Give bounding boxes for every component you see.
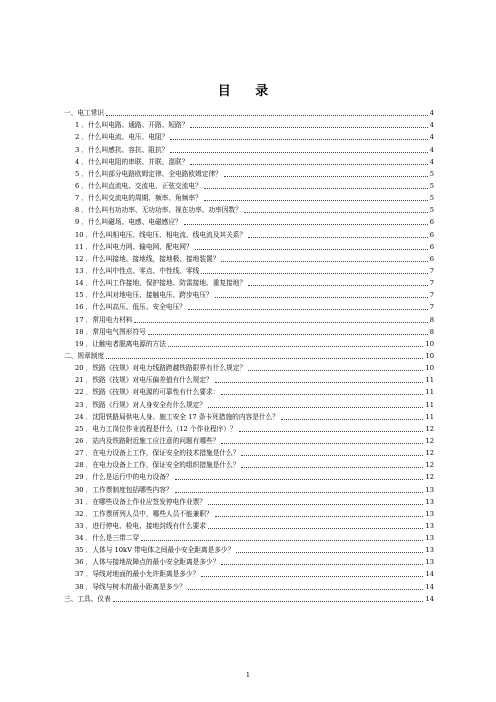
toc-entry[interactable]: [64, 520, 434, 532]
toc-entry[interactable]: [64, 471, 434, 483]
toc-entry-label: 28 ．在电力设备上工作，保证安全的组织措施是什么？: [75, 461, 240, 470]
toc-entry-page: 14: [425, 570, 434, 579]
toc-leader-dots: [248, 237, 428, 238]
toc-leader-dots: [190, 127, 427, 128]
toc-leader-dots: [201, 576, 423, 577]
toc-entry-page: 4: [429, 121, 434, 130]
toc-leader-dots: [215, 516, 424, 517]
toc-entry-page: 6: [429, 254, 434, 263]
toc-leader-dots: [175, 492, 424, 493]
toc-leader-dots: [221, 443, 423, 444]
toc-entry[interactable]: [64, 143, 434, 155]
toc-section-entry[interactable]: [64, 593, 434, 605]
toc-leader-dots: [248, 370, 423, 371]
toc-entry-page: 6: [429, 218, 434, 227]
toc-entry[interactable]: [64, 374, 434, 386]
toc-entry[interactable]: [64, 216, 434, 228]
toc-entry-label: 22 ．铁路《技规》对电源的可靠性有什么要求：: [75, 388, 220, 397]
toc-leader-dots: [170, 152, 427, 153]
toc-entry[interactable]: [64, 253, 434, 265]
toc-entry[interactable]: [64, 496, 434, 508]
toc-entry[interactable]: [64, 362, 434, 374]
toc-leader-dots: [195, 249, 428, 250]
toc-entry[interactable]: [64, 241, 434, 253]
toc-entry-label: 13 ．什么叫中性点、零点、中性线、零线: [75, 266, 200, 275]
toc-entry-label: 26 ．站内及铁路附近施工应注意的问题有哪些？: [75, 436, 220, 445]
toc-entry-page: 13: [425, 546, 434, 555]
toc-title: 目 录: [217, 84, 279, 99]
toc-entry-label: 24 ．沈阳铁路局供电人身、施工安全 17 条卡死措施的内容是什么？: [75, 412, 279, 421]
toc-leader-dots: [201, 273, 427, 274]
toc-entry[interactable]: [64, 411, 434, 423]
toc-entry-page: 14: [425, 582, 434, 591]
toc-entry-page: 13: [425, 509, 434, 518]
toc-entry-page: 12: [425, 436, 434, 445]
toc-entry-page: 5: [429, 181, 434, 190]
toc-leader-dots: [241, 467, 423, 468]
toc-entry-label: 35 ．人体与 10kV 带电体之间最小安全距离是多少？: [75, 546, 235, 555]
toc-entry[interactable]: [64, 192, 434, 204]
toc-entry-page: 6: [429, 242, 434, 251]
toc-entry[interactable]: [64, 265, 434, 277]
toc-entry-page: 10: [425, 364, 434, 373]
toc-entry-label: 3 ．什么叫感抗、容抗、阻抗？: [75, 145, 169, 154]
toc-entry[interactable]: [64, 386, 434, 398]
toc-entry[interactable]: [64, 483, 434, 495]
toc-entry-label: 32 ．工作票所列人员中，哪些人员不能兼职？: [75, 509, 213, 518]
toc-entry[interactable]: [64, 459, 434, 471]
toc-entry[interactable]: [64, 398, 434, 410]
toc-leader-dots: [208, 528, 423, 529]
toc-leader-dots: [113, 601, 424, 602]
toc-entry-page: 12: [425, 449, 434, 458]
toc-leader-dots: [224, 176, 428, 177]
toc-entry[interactable]: [64, 326, 434, 338]
toc-entry-page: 7: [429, 279, 434, 288]
toc-entry-page: 11: [425, 400, 434, 409]
toc-section-entry[interactable]: [64, 107, 434, 119]
toc-entry-page: 5: [429, 206, 434, 215]
toc-entry-label: 27 ．在电力设备上工作，保证安全的技术措施是什么？: [75, 449, 240, 458]
toc-leader-dots: [204, 200, 428, 201]
toc-leader-dots: [248, 285, 428, 286]
toc-entry-page: 13: [425, 534, 434, 543]
toc-entry-label: 33 ．进行停电、检电、接地封线有什么要求: [75, 521, 207, 530]
toc-entry[interactable]: [64, 168, 434, 180]
toc-entry-label: 12 ．什么叫接地、接地线，接地极、接地装置？: [75, 254, 220, 263]
toc-entry-label: 14 ．什么叫工作接地、保护接地、防雷接地、重复接地？: [75, 279, 247, 288]
toc-leader-dots: [188, 309, 428, 310]
toc-leader-dots: [236, 552, 423, 553]
toc-entry-label: 25 ．电力工岗位作业流程是什么（12 个作业程序）？: [75, 424, 237, 433]
toc-leader-dots: [148, 334, 428, 335]
toc-entry-page: 7: [429, 266, 434, 275]
toc-leader-dots: [188, 589, 424, 590]
toc-entry-page: 7: [429, 303, 434, 312]
toc-entry-label: 5 ．什么叫部分电路欧姆定律、全电路欧姆定律？: [75, 169, 222, 178]
toc-entry-label: 17 ．常用电力材料: [75, 315, 133, 324]
toc-leader-dots: [168, 346, 424, 347]
toc-entry[interactable]: [64, 580, 434, 592]
toc-entry-page: 11: [425, 388, 434, 397]
toc-entry-label: 36 ．人体与接地故障点的最小安全距离是多少？: [75, 558, 220, 567]
toc-entry-label: 20 ．铁路《技规》对电力线路跨越铁路限界有什么规定？: [75, 364, 247, 373]
toc-entry-page: 11: [425, 412, 434, 421]
toc-entry-label: 21 ．铁路《技规》对电压偏差值有什么规定？: [75, 376, 213, 385]
toc-entry[interactable]: [64, 508, 434, 520]
toc-leader-dots: [215, 297, 428, 298]
toc-leader-dots: [175, 479, 424, 480]
toc-entry[interactable]: [64, 301, 434, 313]
toc-leader-dots: [170, 139, 427, 140]
toc-entry-label: 18 ．常用电气图形符号: [75, 327, 146, 336]
toc-entry-label: 31 ．在哪些设备上作业应签发停电作业票？: [75, 497, 207, 506]
toc-entry-page: 10: [425, 339, 434, 348]
toc-entry-label: 30 ．工作票制度包括哪些内容？: [75, 485, 173, 494]
toc-entry[interactable]: [64, 447, 434, 459]
toc-entry[interactable]: [64, 277, 434, 289]
toc-entry-label: 19 ．让触电者脱离电源的方法: [75, 339, 166, 348]
toc-leader-dots: [221, 564, 423, 565]
toc-entry[interactable]: [64, 119, 434, 131]
toc-entry-page: 13: [425, 497, 434, 506]
toc-entry-label: 4 ．什么叫电阻的串联、并联、混联？: [75, 157, 189, 166]
toc-entry-page: 4: [429, 133, 434, 142]
toc-entry[interactable]: [64, 532, 434, 544]
toc-entry-label: 6 ．什么叫直流电、交流电、正弦交流电？: [75, 181, 202, 190]
toc-entry-label: 1 ．什么叫电路、通路、开路、短路？: [75, 121, 189, 130]
toc-leader-dots: [241, 455, 423, 456]
toc-entry-page: 13: [425, 485, 434, 494]
toc-entry-label: 23 ．铁路《行规》对人身安全有什么规定？: [75, 400, 207, 409]
toc-leader-dots: [221, 394, 423, 395]
toc-entry-page: 14: [425, 594, 434, 603]
toc-entry[interactable]: [64, 228, 434, 240]
toc-entry-page: 12: [425, 424, 434, 433]
toc-entry-page: 11: [425, 376, 434, 385]
toc-entry-label: 9 ．什么叫磁场、电感、电磁感应？: [75, 218, 182, 227]
toc-leader-dots: [190, 164, 427, 165]
toc-entry[interactable]: [64, 156, 434, 168]
toc-entry-label: 8 ．什么叫有功功率、无功功率、视在功率、功率因数？: [75, 206, 242, 215]
toc-entry[interactable]: [64, 338, 434, 350]
toc-leader-dots: [184, 224, 428, 225]
toc-entry-page: 5: [429, 169, 434, 178]
toc-entry-page: 12: [425, 461, 434, 470]
toc-entry[interactable]: [64, 131, 434, 143]
toc-entry-label: 11 ．什么叫电力网、输电网、配电网？: [75, 242, 193, 251]
toc-entry-label: 三、工具、仪表: [64, 594, 111, 603]
toc-entry-page: 13: [425, 558, 434, 567]
toc-entry-label: 38 ．导线与树木的最小距离是多少？: [75, 582, 186, 591]
toc-leader-dots: [208, 504, 423, 505]
toc-entry[interactable]: [64, 313, 434, 325]
toc-section-entry[interactable]: [64, 350, 434, 362]
toc-entry-label: 37 ．导线对地面的最小允许距离是多少？: [75, 570, 200, 579]
toc-leader-dots: [106, 358, 423, 359]
toc-leader-dots: [141, 540, 423, 541]
toc-entry[interactable]: [64, 180, 434, 192]
toc-entry-label: 16 ．什么叫高压、低压、安全电压？: [75, 303, 186, 312]
toc-entry[interactable]: [64, 435, 434, 447]
toc-entry[interactable]: [64, 289, 434, 301]
toc-entry-page: 8: [429, 315, 434, 324]
toc-entry[interactable]: [64, 204, 434, 216]
toc-entry-page: 5: [429, 194, 434, 203]
toc-entry-page: 4: [429, 145, 434, 154]
toc-entry-label: 15 ．什么叫对地电压、接触电压、跨步电压？: [75, 291, 213, 300]
toc-entry-page: 6: [429, 230, 434, 239]
toc-entry-page: 4: [429, 157, 434, 166]
toc-entry-label: 二、规章制度: [64, 351, 105, 360]
toc-leader-dots: [106, 115, 428, 116]
table-of-contents: [64, 107, 434, 605]
toc-entry[interactable]: [64, 423, 434, 435]
toc-leader-dots: [281, 419, 424, 420]
toc-entry-label: 一、电工常识: [64, 109, 105, 118]
toc-entry-label: 2 ．什么叫电流、电压、电阻？: [75, 133, 169, 142]
toc-entry-page: 4: [429, 109, 434, 118]
toc-leader-dots: [215, 382, 424, 383]
toc-entry-label: 34 ．什么是三带二穿: [75, 534, 140, 543]
toc-entry[interactable]: [64, 556, 434, 568]
toc-entry-page: 13: [425, 521, 434, 530]
toc-entry[interactable]: [64, 544, 434, 556]
toc-entry[interactable]: [64, 568, 434, 580]
toc-entry-page: 12: [425, 473, 434, 482]
toc-entry-page: 8: [429, 327, 434, 336]
toc-leader-dots: [221, 261, 427, 262]
toc-leader-dots: [204, 188, 428, 189]
toc-entry-label: 7 ．什么叫交流电的周期、频率、角频率？: [75, 194, 202, 203]
toc-entry-page: 10: [425, 351, 434, 360]
toc-entry-page: 7: [429, 291, 434, 300]
toc-leader-dots: [244, 212, 428, 213]
toc-entry-label: 29 ．什么是运行中的电力设备？: [75, 473, 173, 482]
toc-leader-dots: [208, 407, 423, 408]
toc-entry-label: 10 ．什么叫相电压、线电压、相电流、线电流及其关系？: [75, 230, 247, 239]
toc-leader-dots: [134, 322, 427, 323]
toc-leader-dots: [239, 431, 424, 432]
page-number: 1: [245, 671, 251, 679]
